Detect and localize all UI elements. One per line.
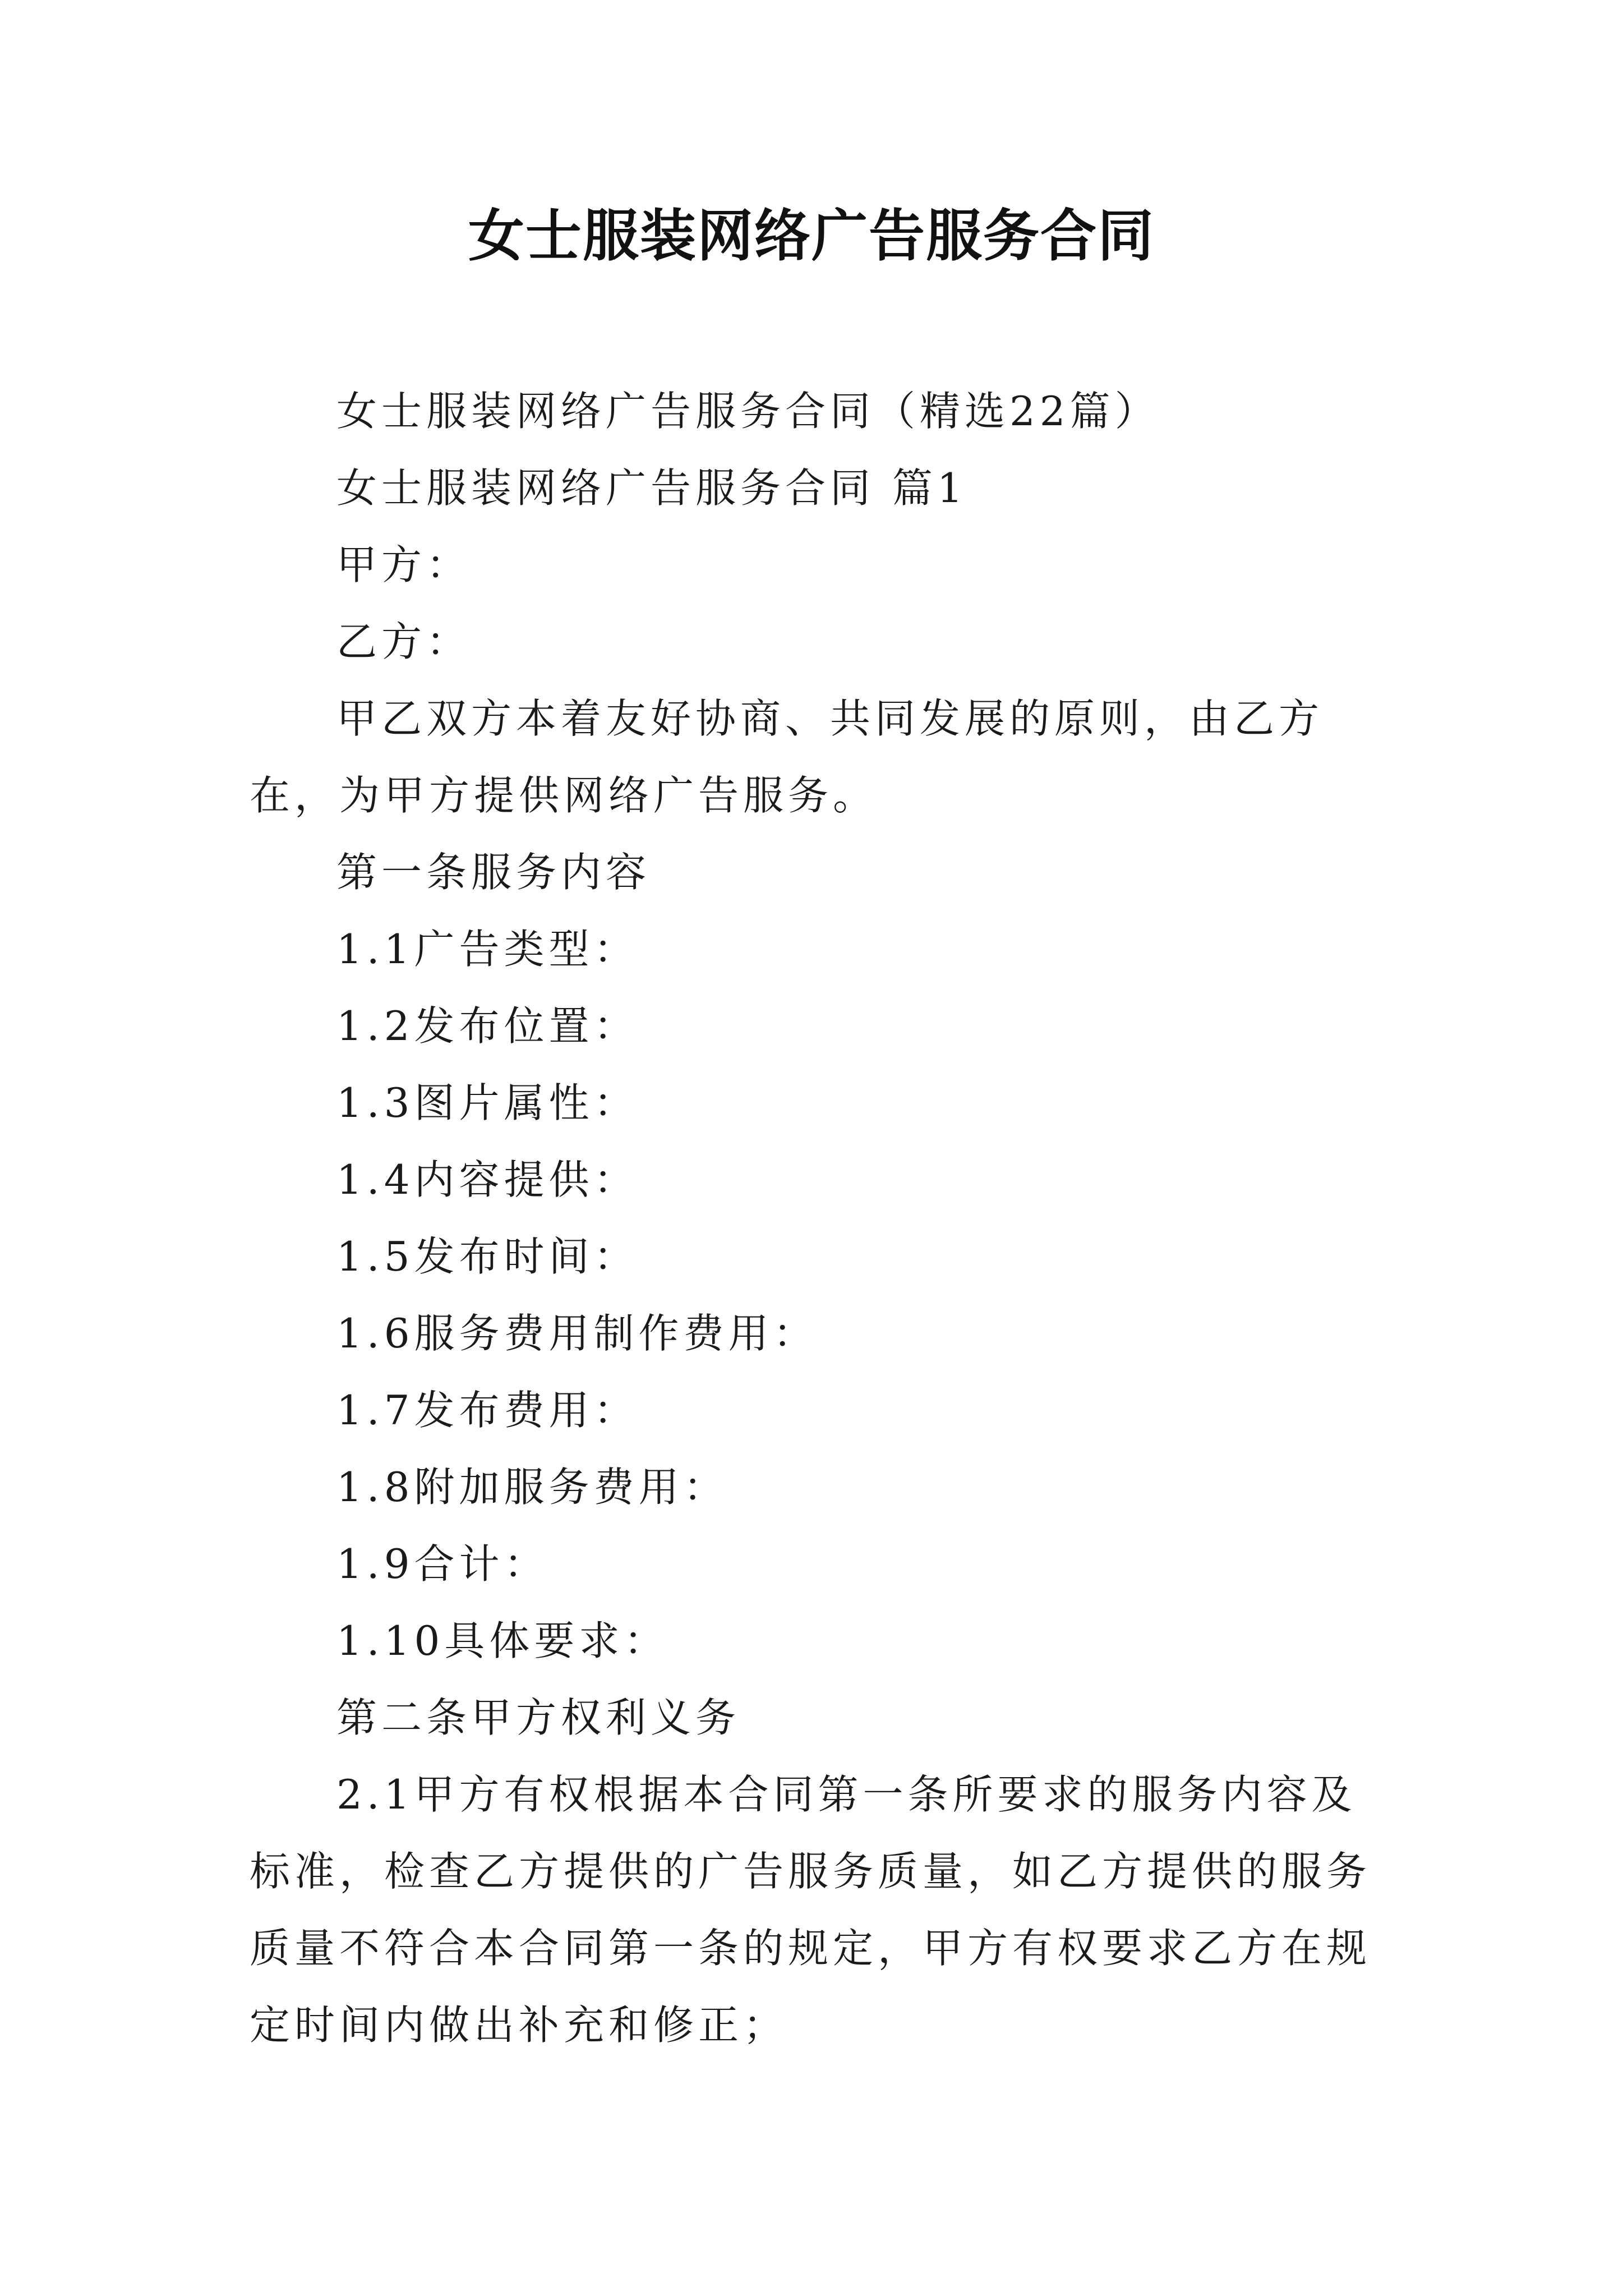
paragraph-preamble: 甲乙双方本着友好协商、共同发展的原则，由乙方在，为甲方提供网络广告服务。 [250,695,1324,819]
paragraph-section-heading: 女士服装网络广告服务合同 篇1 [336,464,967,512]
paragraph-item-1-7: 1.7发布费用： [336,1387,639,1434]
document-body [250,373,1394,2064]
paragraph-article-1-heading: 第一条服务内容 [336,849,651,896]
paragraph-item-1-4: 1.4内容提供： [336,1156,639,1203]
paragraph-item-1-1: 1.1广告类型： [336,926,639,973]
paragraph-article-2-heading: 第二条甲方权利义务 [336,1694,741,1741]
document-title: 女士服装网络广告服务合同 [468,203,1155,269]
paragraph-party-b: 乙方： [336,618,472,665]
paragraph-subtitle: 女士服装网络广告服务合同（精选22篇） [336,388,1160,435]
paragraph-party-a: 甲方： [336,541,472,588]
paragraph-item-2-1: 2.1甲方有权根据本合同第一条所要求的服务内容及标准，检查乙方提供的广告服务质量，如乙方提供的服务质量不符合本合同第一条的规定，甲方有权要求乙方在规定时间内做出补充和修正； [250,1771,1372,2049]
paragraph-item-1-2: 1.2发布位置： [336,1002,639,1050]
paragraph-item-1-8: 1.8附加服务费用： [336,1464,728,1511]
paragraph-item-1-5: 1.5发布时间： [336,1233,639,1280]
paragraph-item-1-6: 1.6服务费用制作费用： [336,1310,818,1357]
paragraph-item-1-10: 1.10具体要求： [336,1617,669,1664]
paragraph-item-1-9: 1.9合计： [336,1540,549,1588]
paragraph-item-1-3: 1.3图片属性： [336,1079,639,1126]
